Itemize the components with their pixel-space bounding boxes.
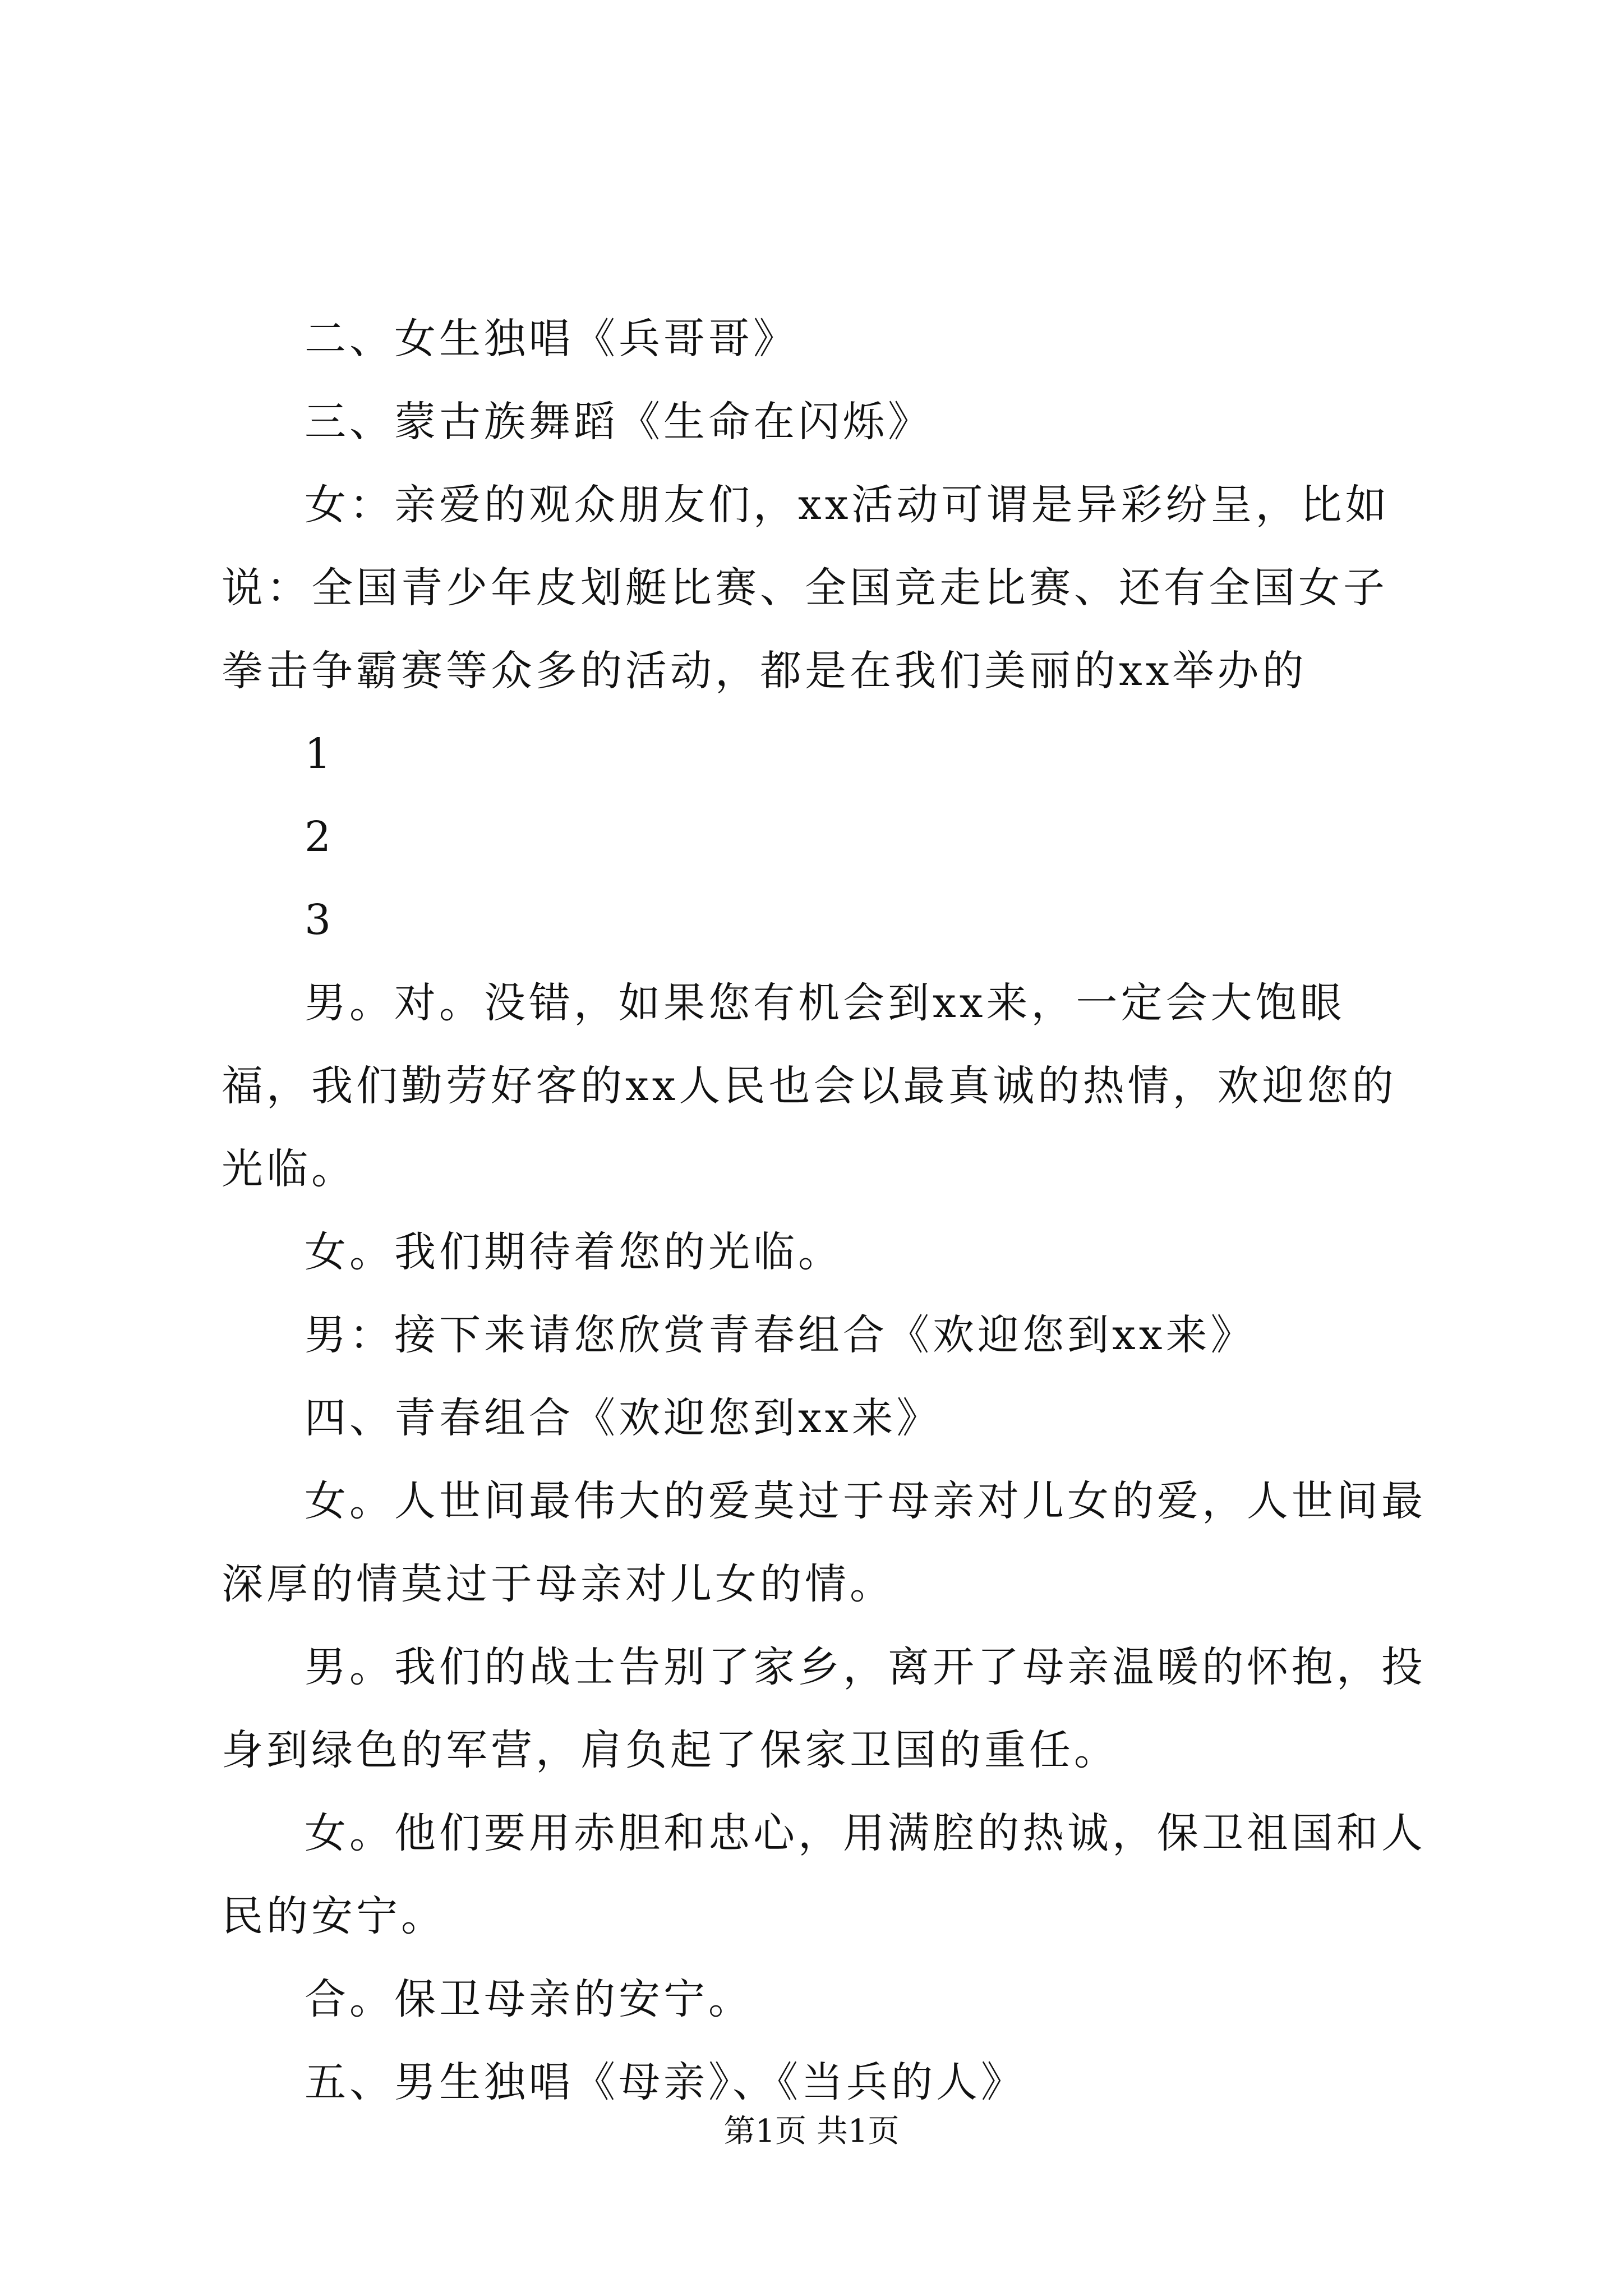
paragraph-host-male-2: 男：接下来请您欣赏青春组合《欢迎您到xx来》 (305, 1311, 1256, 1359)
paragraph-program-4: 四、青春组合《欢迎您到xx来》 (305, 1394, 942, 1442)
paragraph-host-male-3: 男。我们的战士告别了家乡，离开了母亲温暖的怀抱，投身到绿色的军营，肩负起了保家卫国的重任。 (222, 1643, 1426, 1774)
paragraph-number-1: 1 (305, 730, 335, 778)
paragraph-host-female-4: 女。他们要用赤胆和忠心，用满腔的热诚，保卫祖国和人民的安宁。 (222, 1809, 1426, 1940)
paragraph-host-female-3: 女。人世间最伟大的爱莫过于母亲对儿女的爱，人世间最深厚的情莫过于母亲对儿女的情。 (222, 1477, 1426, 1608)
paragraph-together: 合。保卫母亲的安宁。 (305, 1975, 753, 2023)
paragraph-program-3: 三、蒙古族舞蹈《生命在闪烁》 (305, 398, 933, 446)
paragraph-program-5: 五、男生独唱《母亲》、《当兵的人》 (305, 2058, 1026, 2106)
paragraph-program-2: 二、女生独唱《兵哥哥》 (305, 315, 798, 363)
paragraph-number-2: 2 (305, 813, 335, 861)
paragraph-host-female-2: 女。我们期待着您的光临。 (305, 1228, 843, 1276)
paragraph-host-male-1: 男。对。没错，如果您有机会到xx来，一定会大饱眼福，我们勤劳好客的xx人民也会以最真诚的热情，欢迎您的光临。 (222, 979, 1397, 1193)
paragraph-host-female-1: 女：亲爱的观众朋友们，xx活动可谓是异彩纷呈，比如说：全国青少年皮划艇比赛、全国竞走比赛、还有全国女子拳击争霸赛等众多的活动，都是在我们美丽的xx举办的 (222, 481, 1390, 695)
page-footer: 第1页 共1页 (723, 2113, 900, 2150)
paragraph-number-3: 3 (305, 896, 335, 944)
document-body (222, 297, 1427, 2124)
